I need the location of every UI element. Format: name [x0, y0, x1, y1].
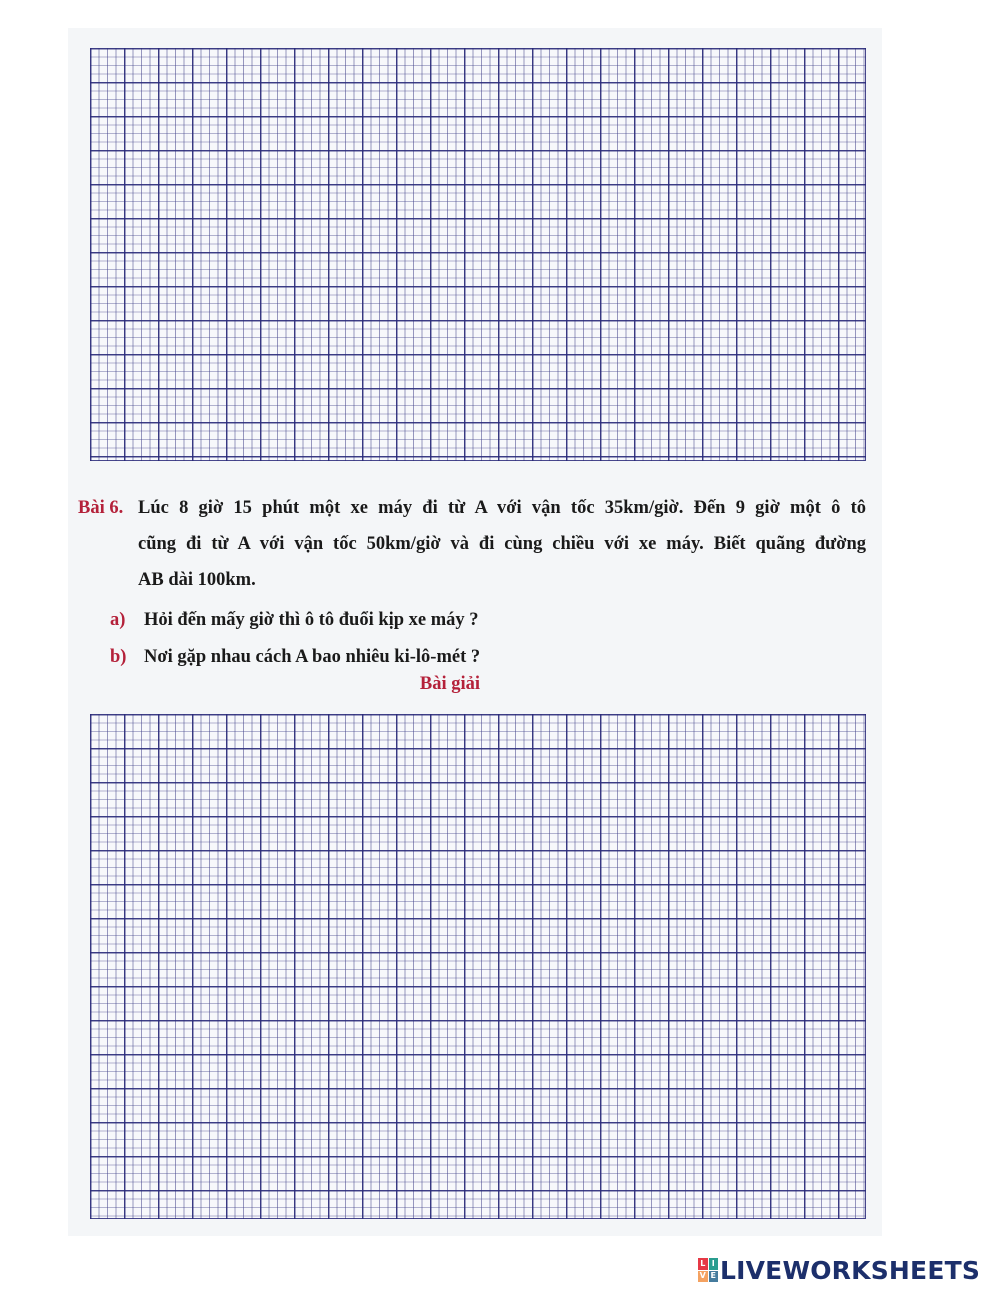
logo-mark-letter: V: [699, 1271, 706, 1281]
question-a-text: Hỏi đến mấy giờ thì ô tô đuổi kịp xe máy ?: [144, 610, 479, 630]
logo-mark-icon: [698, 1258, 718, 1282]
question-a-label: a): [110, 610, 126, 630]
question-b-label: b): [110, 647, 127, 667]
answer-grid-bottom[interactable]: [90, 714, 866, 1219]
solution-title: Bài giải: [419, 674, 481, 694]
problem-text-line-3: AB dài 100km.: [138, 570, 256, 590]
problem-label: Bài 6.: [78, 498, 124, 518]
answer-grid-top[interactable]: [90, 48, 866, 461]
question-b-text: Nơi gặp nhau cách A bao nhiêu ki-lô-mét ?: [144, 647, 481, 667]
logo-mark-letter: I: [709, 1258, 719, 1270]
problem-text-line-1: Lúc 8 giờ 15 phút một xe máy đi từ A với vận tốc 35km/giờ. Đến 9 giờ một ô tô: [138, 498, 866, 518]
liveworksheets-logo: [698, 1257, 980, 1283]
logo-text: LIVEWORKSHEETS: [720, 1255, 981, 1285]
logo-mark-letter: L: [698, 1258, 708, 1270]
logo-mark-letter: E: [709, 1271, 719, 1283]
problem-text-line-2: cũng đi từ A với vận tốc 50km/giờ và đi cùng chiều với xe máy. Biết quãng đường: [138, 534, 866, 554]
